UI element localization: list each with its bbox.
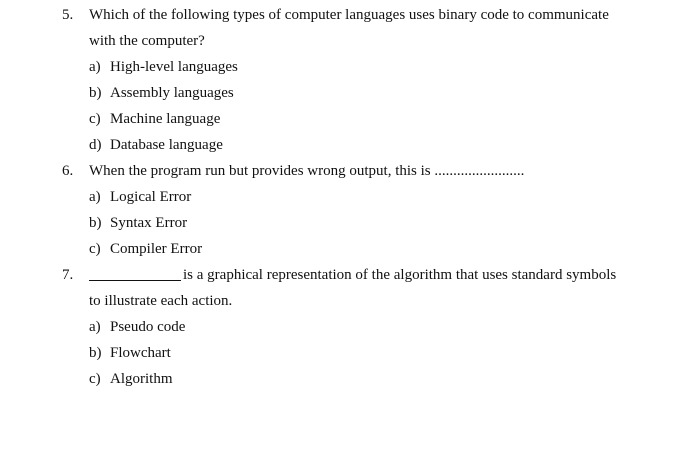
option-letter: b)	[89, 345, 102, 361]
option-text: Database language	[110, 137, 223, 153]
question-text: Which of the following types of computer languages uses binary code to communicate	[89, 7, 609, 23]
fill-in-blank	[89, 266, 181, 286]
option-text: Logical Error	[110, 189, 192, 205]
option-letter: a)	[89, 319, 101, 335]
question-number: 5.	[62, 7, 74, 23]
option-text: Compiler Error	[110, 241, 203, 257]
blank-underline	[89, 266, 181, 281]
option-text: High-level languages	[110, 59, 238, 75]
option-letter: c)	[89, 111, 101, 127]
question-number: 7.	[62, 267, 74, 283]
question-number: 6.	[62, 163, 74, 179]
option-letter: d)	[89, 137, 102, 153]
question-text: When the program run but provides wrong output, this is ........................	[89, 163, 525, 179]
option-letter: c)	[89, 241, 101, 257]
option-letter: b)	[89, 215, 102, 231]
question-text: is a graphical representation of the algorithm that uses standard symbols	[183, 267, 617, 283]
option-text: Syntax Error	[110, 215, 188, 231]
option-text: Machine language	[110, 111, 221, 127]
option-text: Flowchart	[110, 345, 171, 361]
question-text-line2: with the computer?	[89, 33, 205, 49]
option-text: Algorithm	[110, 371, 173, 387]
option-text: Assembly languages	[110, 85, 234, 101]
option-letter: a)	[89, 189, 101, 205]
option-text: Pseudo code	[110, 319, 186, 335]
option-letter: b)	[89, 85, 102, 101]
option-letter: a)	[89, 59, 101, 75]
question-text-line2: to illustrate each action.	[89, 293, 233, 309]
option-letter: c)	[89, 371, 101, 387]
